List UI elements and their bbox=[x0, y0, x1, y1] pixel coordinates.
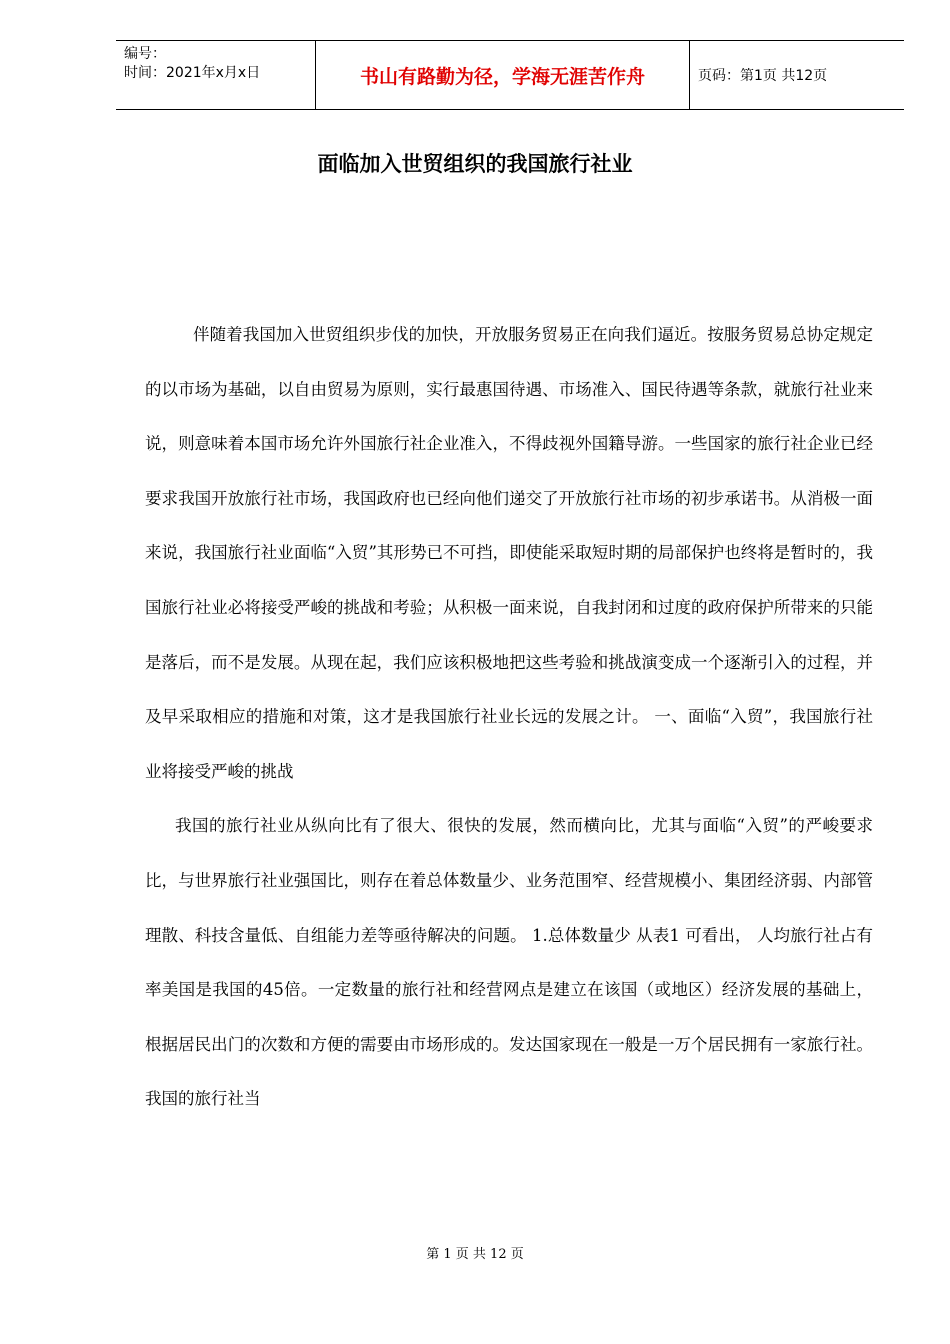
document-body bbox=[145, 308, 873, 1127]
header-page-cell bbox=[690, 41, 904, 109]
page-label: 页码：第1页 共12页 bbox=[698, 68, 828, 84]
header-meta-cell bbox=[116, 41, 316, 109]
time-label: 时间：2021年x月x日 bbox=[124, 65, 261, 81]
page-footer: 第 1 页 共 12 页 bbox=[426, 1247, 524, 1262]
number-label: 编号： bbox=[124, 46, 166, 62]
motto-text: 书山有路勤为径，学海无涯苦作舟 bbox=[359, 65, 645, 88]
document-title: 面临加入世贸组织的我国旅行社业 bbox=[317, 151, 633, 176]
page-header bbox=[116, 40, 904, 110]
header-motto-cell bbox=[316, 41, 690, 109]
body-paragraph: 我国的旅行社业从纵向比有了很大、很快的发展，然而横向比，尤其与面临“入贸”的严峻要求比，与世界旅行社业强国比，则存在着总体数量少、业务范围窄、经营规模小、集团经济弱、内部管理散、科技含量低、自组能力差等亟待解决的问题。 1.总体数量少 从表1 可看出， 人均旅行社占有率美国是我国的45倍。一定数量的旅行社和经营网点是建立在该国（或地区）经济发展的基础上，根据居民出门的次数和方便的需要由市场形成的。发达国家现在一般是一万个居民拥有一家旅行社。我国的旅行社当 bbox=[145, 816, 873, 1109]
body-paragraph: 伴随着我国加入世贸组织步伐的加快，开放服务贸易正在向我们逼近。按服务贸易总协定规定的以市场为基础，以自由贸易为原则，实行最惠国待遇、市场准入、国民待遇等条款，就旅行社业来说，则意味着本国市场允许外国旅行社企业准入，不得歧视外国籍导游。一些国家的旅行社企业已经要求我国开放旅行社市场，我国政府也已经向他们递交了开放旅行社市场的初步承诺书。从消极一面来说，我国旅行社业面临“入贸”其形势已不可挡，即使能采取短时期的局部保护也终将是暂时的，我国旅行社业必将接受严峻的挑战和考验；从积极一面来说，自我封闭和过度的政府保护所带来的只能是落后，而不是发展。从现在起，我们应该积极地把这些考验和挑战演变成一个逐渐引入的过程，并及早采取相应的措施和对策，这才是我国旅行社业长远的发展之计。 一、面临“入贸”，我国旅行社业将接受严峻的挑战 bbox=[145, 325, 873, 781]
